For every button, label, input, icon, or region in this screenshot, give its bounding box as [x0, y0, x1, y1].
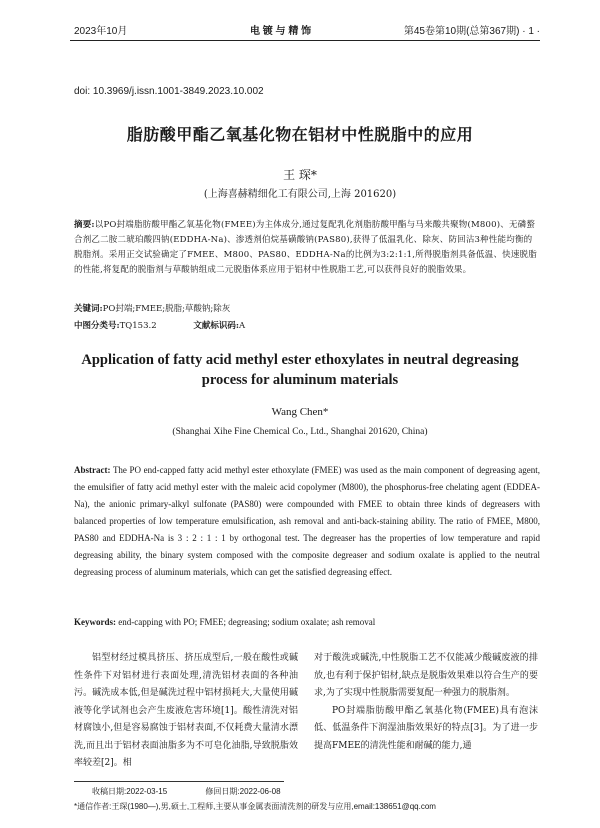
header-date: 2023年10月: [74, 26, 128, 37]
header-journal: 电 镀 与 精 饰: [250, 26, 312, 37]
author-cn: 王 琛*: [283, 168, 317, 182]
classification: [74, 320, 245, 333]
abstract-en-text: The PO end-capped fatty acid methyl ester ethoxylate (FMEE) was used as the main component of degreasing agent, the emulsifier of fatty acid methyl ester with the maleic acid copolymer (M800), the phosphorus-free chelating agent (EDDEA-Na), the anionic primary-alkyl sulfonate (PAS80) were compounded with FMEE to obtain three kinds of degreasers with balanced properties of low temperature emulsification, ash removal and anti-back-staining ability. The ratio of FMEE, M800, PAS80 and EDDHA-Na is 3 : 2 : 1 : 1 by orthogonal test. The degreaser has the properties of low temperature and rapid degreasing ability, the binary system composed with the composite degreaser and sodium oxalate is applied to the neutral degreasing process of aluminum materials, which can get the satisfied degreasing effect.: [74, 465, 540, 577]
keywords-cn-label: 关键词:: [74, 304, 103, 314]
abstract-cn: [74, 218, 540, 278]
affiliation-cn: (上海喜赫精细化工有限公司,上海 201620): [203, 189, 397, 200]
abstract-en-label: Abstract:: [74, 465, 111, 475]
affiliation-en: (Shanghai Xihe Fine Chemical Co., Ltd., Shanghai 201620, China): [172, 427, 428, 437]
body-right-para-2: PO封端脂肪酸甲酯乙氧基化物(FMEE)具有泡沫低、低温条件下润湿油脂效果好的特点[3]。为了进一步提高FMEE的清洗性能和耐碱的能力,通: [314, 705, 538, 751]
revised-date: 2022-06-08: [239, 787, 281, 796]
abstract-cn-label: 摘要:: [74, 220, 95, 230]
title-en: Application of fatty acid methyl ester ethoxylates in neutral degreasing process for aluminum materials: [81, 352, 519, 388]
clc-value: TQ153.2: [119, 321, 157, 331]
keywords-cn-text: PO封端;FMEE;脱脂;草酸钠;除灰: [102, 304, 231, 314]
header-rule: [70, 40, 540, 41]
received-date: 2022-03-15: [126, 787, 168, 796]
doc-code-value: A: [238, 321, 246, 331]
title-cn: 脂肪酸甲酯乙氧基化物在铝材中性脱脂中的应用: [126, 125, 474, 144]
received-label: 收稿日期:: [92, 787, 127, 796]
author-en: Wang Chen*: [271, 406, 329, 418]
abstract-cn-text: 以PO封端脂肪酸甲酯乙氧基化物(FMEE)为主体成分,通过复配乳化剂脂肪酸甲酯与马来酸共聚物(M800)、无磷螯合剂乙二胺二琥珀酸四钠(EDDHA-Na)、渗透剂伯烷基磺酸钠(PAS80),获得了低温乳化、除灰、防回沾3种性能均衡的脱脂剂。采用正交试验确定了FMEE、M800、PAS80、EDDHA-Na的比例为3:2:1:1,所得脱脂剂具备低温、快速脱脂的性能,将复配的脱脂剂与草酸钠组成二元脱脂体系应用于铝材中性脱脂工艺,可以获得良好的脱脂效果。: [74, 220, 537, 275]
keywords-cn: [74, 303, 230, 316]
abstract-en: [74, 462, 540, 581]
doc-code-label: 文献标识码:: [193, 321, 239, 331]
header-volume: 第45卷第10期(总第367期) · 1 ·: [403, 26, 540, 37]
clc-label: 中图分类号:: [74, 321, 120, 331]
revised-label: 修回日期:: [205, 787, 240, 796]
footnote-rule: [74, 781, 284, 782]
body-right-para-1: 对于酸洗或碱洗,中性脱脂工艺不仅能减少酸碱废液的排放,也有利于保护铝材,缺点是脱脂效果难以符合生产的要求,为了实现中性脱脂需要复配一种强力的脱脂剂。: [314, 653, 538, 698]
body-right-column: [314, 650, 538, 755]
keywords-en-text: end-capping with PO; FMEE; degreasing; sodium oxalate; ash removal: [118, 617, 376, 627]
running-header: [74, 20, 540, 42]
body-left-column: 铝型材经过模具挤压、挤压成型后,一般在酸性或碱性条件下对铝材进行表面处理,清洗铝材表面的各种油污。碱洗成本低,但是碱洗过程中铝材损耗大,大量使用碱液等化学试剂也会产生废液危害环境[1]。酸性清洗对铝材腐蚀小,但是容易腐蚀于铝材表面,不仅耗费大量清水漂洗,而且出于铝材表面油脂多为不可皂化油脂,导致脱脂效率较差[2]。相: [74, 653, 298, 768]
footnote-author: *通信作者:王琛(1980—),男,硕士,工程师,主要从事金属表面清洗剂的研发与应用,email:138651@qq.com: [74, 802, 436, 811]
footnote-dates: [74, 786, 281, 797]
keywords-en: [74, 617, 540, 627]
keywords-en-label: Keywords:: [74, 617, 116, 627]
doi[interactable]: doi: 10.3969/j.issn.1001-3849.2023.10.002: [74, 86, 264, 97]
